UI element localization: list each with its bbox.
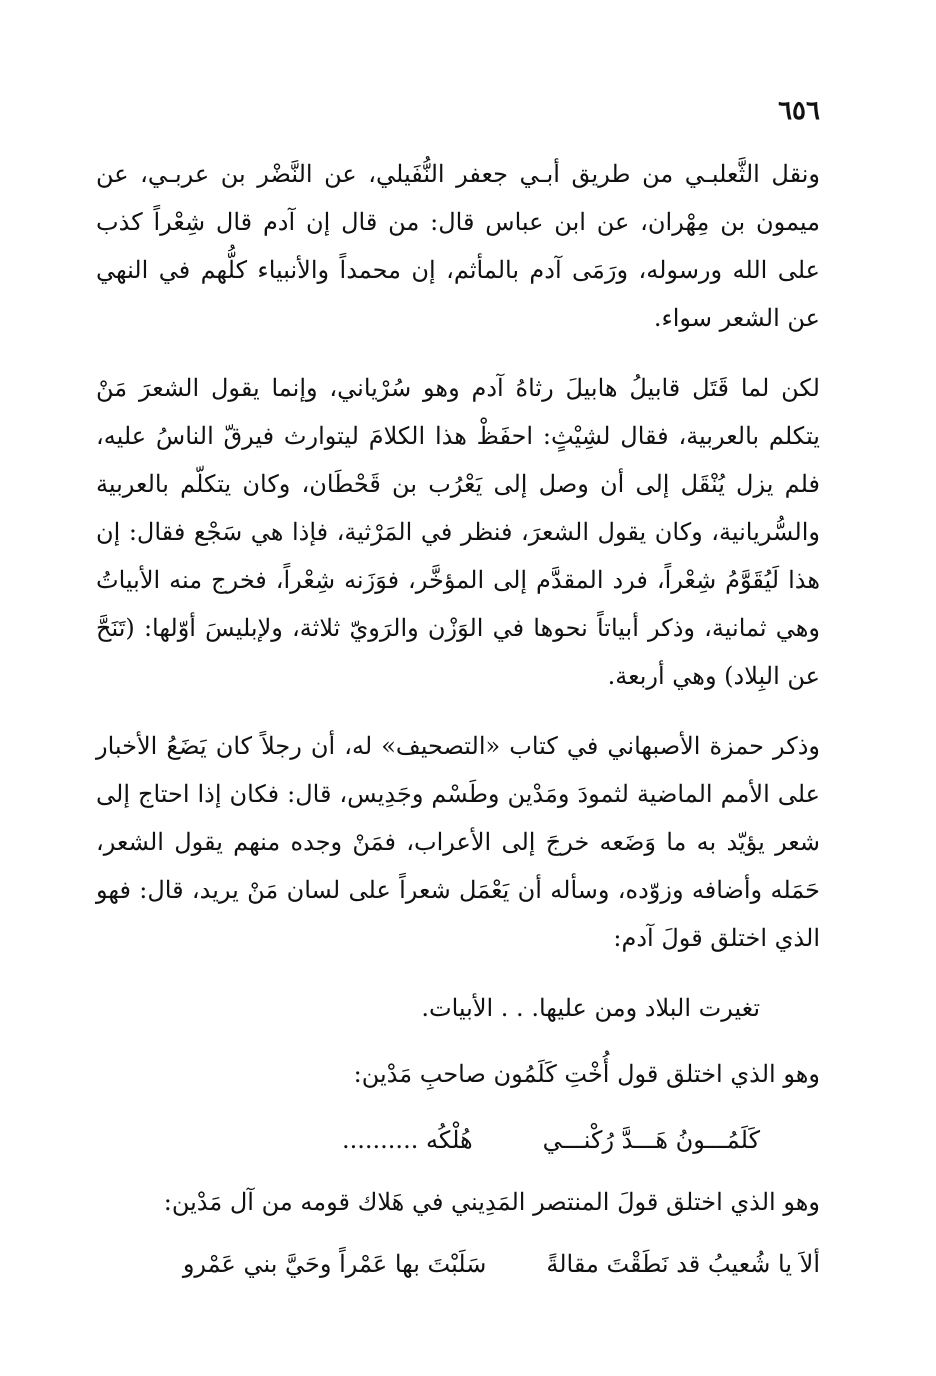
verse-shuayb-second-hemistich: سَلَبْتَ بها عَمْراً وحَيَّ بني عَمْرو xyxy=(182,1250,487,1278)
verse-shuayb-first-hemistich: ألاَ يا شُعيبُ قد نَطَقْتَ مقالةً xyxy=(546,1250,820,1278)
paragraph-3: وذكر حمزة الأصبهاني في كتاب «التصحيف» له، أن رجلاً كان يَضَعُ الأخبار على الأمم الماضية لثمودَ ومَدْين وطَسْم وجَدِيس، قال: فكان إذا احتاج إلى شعر يؤيّد به ما وَضَعه خرجَ إلى الأعراب، فمَنْ وجده منهم يقول الشعر، حَمَله وأضافه وزوّده، وسأله أن يَعْمَل شعراً على لسان مَنْ يريد، قال: فهو الذي اختلق قولَ آدم: xyxy=(96,732,820,952)
paragraph-2: لكن لما قَتَل قابيلُ هابيلَ رثاهُ آدم وهو سُرْياني، وإنما يقول الشعرَ مَنْ يتكلم بالعربية، فقال لشِيْثٍ: احفَظْ هذا الكلامَ ليتوارث فيرقّ الناسُ عليه، فلم يزل يُنْقَل إلى أن وصل إلى يَعْرُب بن قَحْطَان، وكان يتكلّم بالعربية والسُّريانية، وكان يقول الشعرَ، فنظر في المَرْثية، فإذا هي سَجْع فقال: إن هذا لَيُقَوَّمُ شِعْراً، فرد المقدَّم إلى المؤخَّر، فوَزَنه شِعْراً، فخرج منه الأبياتُ وهي ثمانية، وذكر أبياتاً نحوها في الوَزْن والرَويّ ثلاثة، ولإبليسَ أوّلها: (تَنَحَّ عن البِلاد) وهي أربعة. xyxy=(96,374,820,690)
page-number: ٦٥٦ xyxy=(778,96,820,126)
verse-intro-kalamun: وهو الذي اختلق قول أُخْتِ كَلَمُون صاحبِ مَدْين: xyxy=(353,1060,820,1088)
verse-kalamun-second-hemistich: هُلْكُه .......... xyxy=(342,1126,473,1154)
verse-intro-muntasir: وهو الذي اختلق قولَ المنتصر المَدِيني في هَلاك قومه من آل مَدْين: xyxy=(163,1188,820,1216)
verse-adam: تغيرت البلاد ومن عليها. . . الأبيات. xyxy=(421,994,760,1022)
verse-shuayb xyxy=(96,1240,820,1288)
paragraph-1: ونقل الثَّعلبـي من طريق أبـي جعفر النُّفَيلي، عن النَّضْر بن عربـي، عن ميمون بن مِهْران، عن ابن عباس قال: من قال إن آدم قال شِعْراً كذب على الله ورسوله، ورَمَى آدم بالمأثم، إن محمداً والأنبياء كلُّهم في النهي عن الشعر سواء. xyxy=(96,160,820,332)
verse-kalamun-first-hemistich: كَلَمُـــونُ هَـــدَّ رُكْنـــي xyxy=(542,1126,760,1154)
verse-kalamun xyxy=(96,1116,820,1164)
page-body xyxy=(96,150,820,1288)
